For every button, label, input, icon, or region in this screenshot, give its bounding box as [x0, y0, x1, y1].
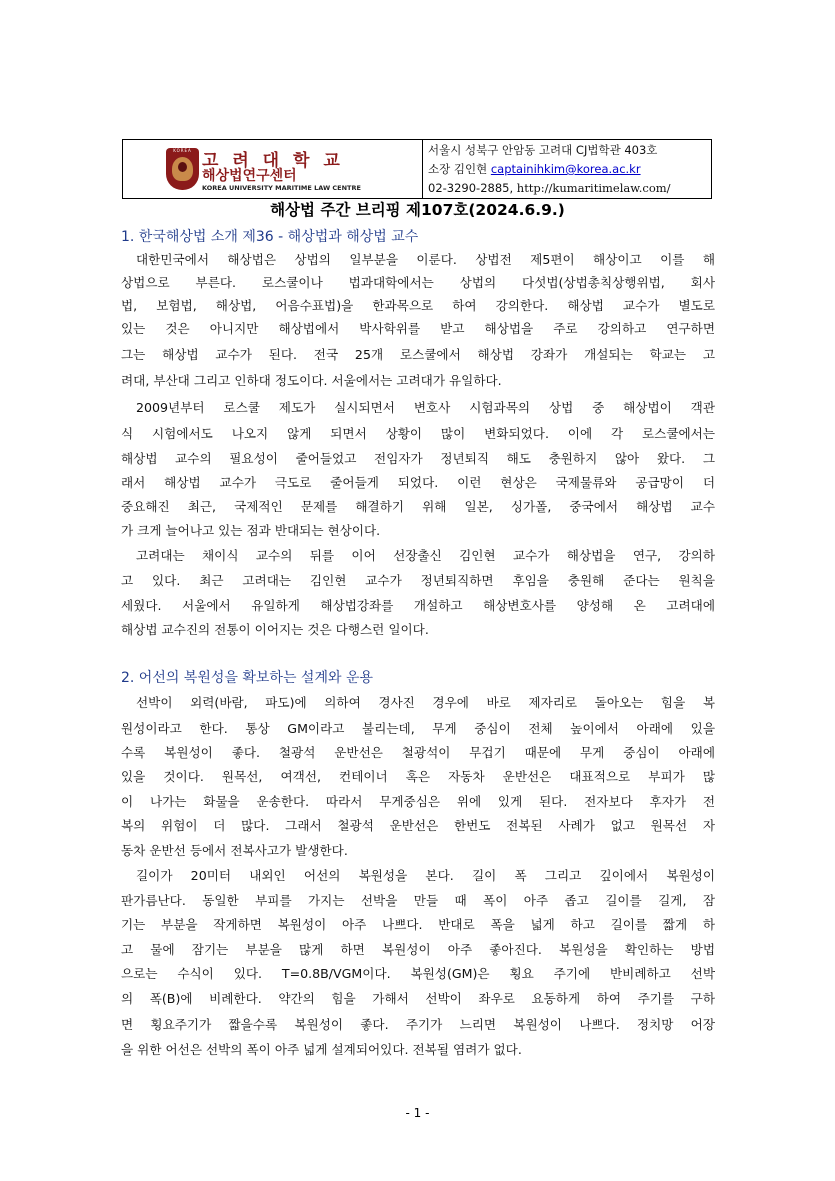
- section-heading: 1. 한국해상법 소개 제36 - 해상법과 해상법 교수: [121, 229, 419, 245]
- director-email-line: [428, 160, 711, 179]
- paragraph-line: 고려대는 채이식 교수의 뒤를 이어 선장출신 김인현 교수가 해상법을 연구, 강의하: [136, 548, 715, 563]
- briefing-title: 해상법 주간 브리핑 제107호(2024.6.9.): [270, 201, 565, 219]
- paragraph-line: 으로는 수식이 있다. T=0.8B/VGM이다. 복원성(GM)은 횡요 주기에 반비례하고 선박: [121, 966, 715, 981]
- letterhead: [122, 139, 712, 199]
- center-name: 해상법연구센터: [202, 168, 297, 184]
- paragraph-line: 고 있다. 최근 고려대는 김인현 교수가 정년퇴직하면 후임을 충원해 준다는 원칙을: [121, 573, 715, 588]
- paragraph-line: 려대, 부산대 그리고 인하대 정도이다. 서울에서는 고려대가 유일하다.: [121, 373, 502, 388]
- paragraph-line: 을 위한 어선은 선박의 폭이 아주 넓게 설계되어있다. 전복될 염려가 없다.: [121, 1042, 522, 1057]
- email-link[interactable]: captainihkim@korea.ac.kr: [490, 162, 641, 176]
- paragraph-line: 대한민국에서 해상법은 상법의 일부분을 이룬다. 상법전 제5편이 해상이고 이를 해: [136, 252, 715, 267]
- seal-text: KOREA: [173, 148, 192, 153]
- paragraph-line: 선박이 외력(바람, 파도)에 의하여 경사진 경우에 바로 제자리로 돌아오는 힘을 복: [136, 695, 715, 710]
- address: 서울시 성북구 안암동 고려대 CJ법학관 403호: [428, 143, 658, 157]
- paragraph-line: 의 폭(B)에 비례한다. 약간의 힘을 가해서 선박이 좌우로 요동하게 하여 주기를 구하: [121, 991, 715, 1006]
- paragraph-line: 그는 해상법 교수가 된다. 전국 25개 로스쿨에서 해상법 강좌가 개설되는 학교는 고: [121, 347, 715, 362]
- paragraph-line: 상법으로 부른다. 로스쿨이나 법과대학에서는 상법의 다섯법(상법총칙상행위법, 회사: [121, 275, 715, 290]
- paragraph-line: 식 시험에서도 나오지 않게 되면서 상황이 많이 변화되었다. 이에 각 로스쿨에서는: [121, 426, 715, 441]
- paragraph-line: 수록 복원성이 좋다. 철광석 운반선은 철광석이 무겁기 때문에 무게 중심이 아래에: [121, 745, 715, 760]
- paragraph-line: 원성이라고 한다. 통상 GM이라고 불리는데, 무게 중심이 전체 높이에서 아래에 있을: [121, 721, 715, 736]
- paragraph-line: 이 나가는 화물을 운송한다. 따라서 무게중심은 위에 있게 된다. 전자보다 후자가 전: [121, 794, 715, 809]
- contact-info: [423, 140, 711, 198]
- paragraph-line: 있는 것은 아니지만 해상법에서 박사학위를 받고 해상법을 주로 강의하고 연구하면: [121, 321, 715, 336]
- paragraph-line: 기는 부분을 작게하면 복원성이 아주 나쁘다. 반대로 폭을 넓게 하고 길이를 짧게 하: [121, 917, 715, 932]
- paragraph-line: 2009년부터 로스쿨 제도가 실시되면서 변호사 시험과목의 상법 중 해상법이 객관: [136, 400, 715, 415]
- website-link[interactable]: http://kumaritimelaw.com/: [516, 181, 671, 195]
- section-heading: 2. 어선의 복원성을 확보하는 설계와 운용: [121, 670, 373, 686]
- phone-web-line: [428, 179, 711, 198]
- paragraph-line: 면 횡요주기가 짧을수록 복원성이 좋다. 주기가 느리면 복원성이 나쁘다. 정치망 어장: [121, 1017, 715, 1032]
- paragraph-line: 동차 운반선 등에서 전복사고가 발생한다.: [121, 843, 348, 858]
- paragraph-line: 판가름난다. 동일한 부피를 가지는 선박을 만들 때 폭이 아주 좁고 길이를 길게, 잠: [121, 893, 715, 908]
- center-english-name: KOREA UNIVERSITY MARITIME LAW CENTRE: [202, 184, 361, 192]
- paragraph-line: 가 크게 늘어나고 있는 점과 반대되는 현상이다.: [121, 523, 381, 538]
- paragraph-line: 해상법 교수의 필요성이 줄어들었고 전임자가 정년퇴직 해도 충원하지 않아 왔다. 그: [121, 451, 715, 466]
- paragraph-line: 복의 위험이 더 많다. 그래서 철광석 운반선은 한번도 전복된 사례가 없고 원목선 자: [121, 818, 715, 833]
- paragraph-line: 세웠다. 서울에서 유일하게 해상법강좌를 개설하고 해상변호사를 양성해 온 고려대에: [121, 598, 715, 613]
- phone-number: 02-3290-2885,: [428, 181, 514, 195]
- paragraph-line: 길이가 20미터 내외인 어선의 복원성을 본다. 길이 폭 그리고 깊이에서 복원성이: [136, 868, 715, 883]
- paragraph-line: 해상법 교수진의 전통이 이어지는 것은 다행스런 일이다.: [121, 622, 429, 637]
- center-logo: [123, 140, 423, 198]
- page-number: - 1 -: [405, 1106, 430, 1120]
- paragraph-line: 래서 해상법 교수가 극도로 줄어들게 되었다. 이런 현상은 국제물류와 공급망이 더: [121, 475, 715, 490]
- paragraph-line: 있을 것이다. 원목선, 여객선, 컨테이너 혹은 자동차 운반선은 대표적으로 부피가 많: [121, 769, 715, 784]
- university-seal-icon: [166, 148, 199, 190]
- paragraph-line: 고 물에 잠기는 부분을 많게 하면 복원성이 아주 좋아진다. 복원성을 확인하는 방법: [121, 942, 715, 957]
- paragraph-line: 법, 보험법, 해상법, 어음수표법)을 한과목으로 하여 강의한다. 해상법 교수가 별도로: [121, 298, 715, 313]
- director-label: 소장 김인현: [428, 162, 488, 176]
- paragraph-line: 중요해진 최근, 국제적인 문제를 해결하기 위해 일본, 싱가폴, 중국에서 해상법 교수: [121, 499, 715, 514]
- university-name: 고 려 대 학 교: [202, 151, 344, 171]
